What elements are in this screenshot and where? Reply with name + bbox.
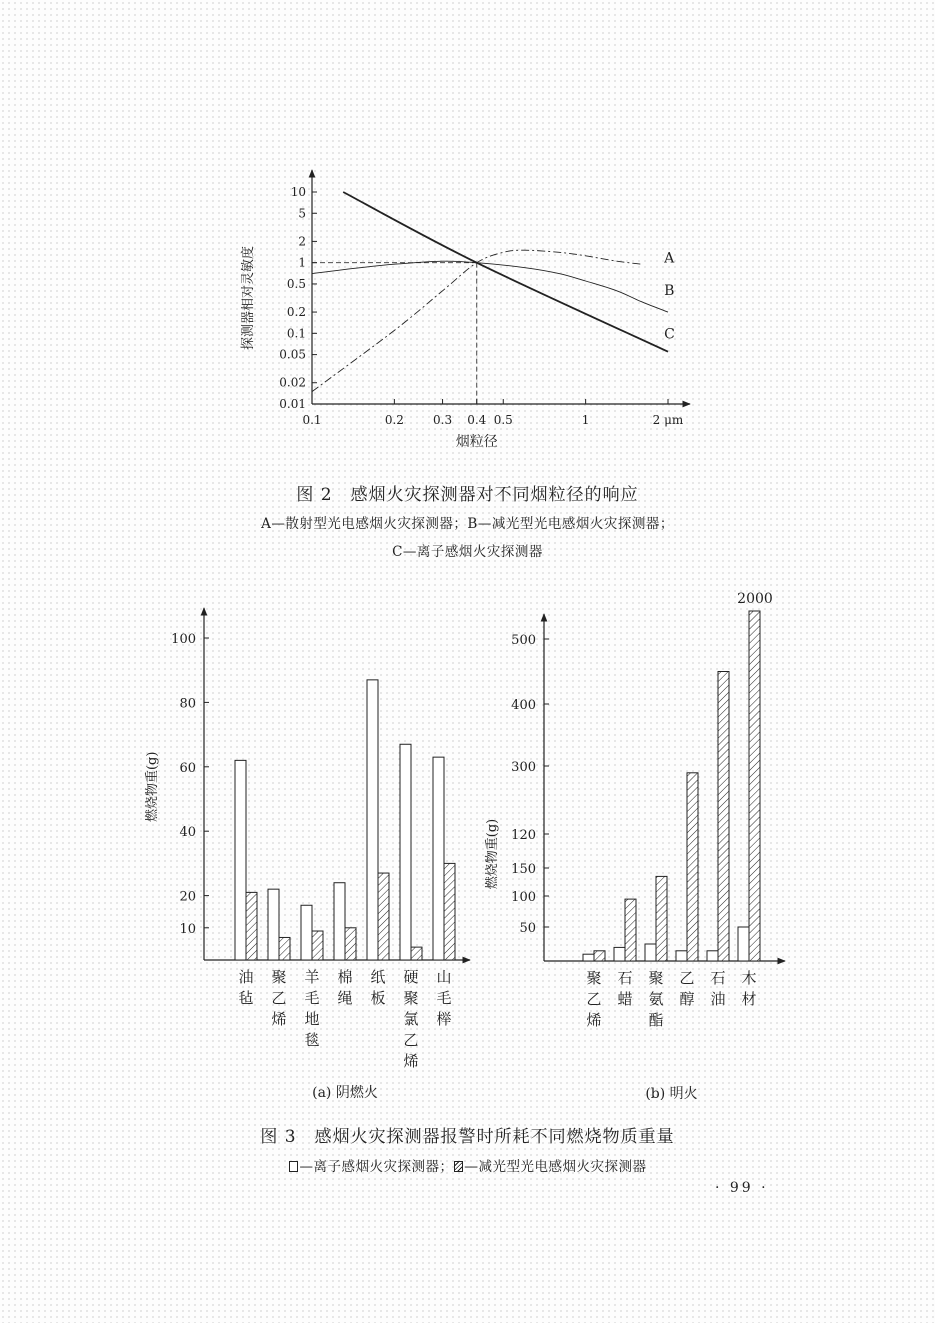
fig3b-bar-hatched [656,876,667,961]
fig3a-bar-open [334,883,345,960]
fig2-y-tick-label: 0.2 [286,305,306,320]
fig3a-bar-hatched [312,931,323,960]
fig2-legend-line1: A—散射型光电感烟火灾探测器；B—减光型光电感烟火灾探测器； [261,516,674,532]
fig2-x-tick-label: 0.2 [384,413,404,427]
fig3a-chart [140,600,485,1100]
fig3b-y-tick-label: 150 [511,862,536,877]
fig2-x-tick-label: 0.1 [302,413,322,427]
fig3-legend-light: —减光型光电感烟火灾探测器 [464,1159,647,1175]
fig2-y-tick-label: 2 [298,234,306,249]
fig2-series-label-B: B [664,282,675,299]
fig3a-bar-hatched [378,873,389,960]
fig3b-bar-hatched [625,899,636,961]
fig3b-y-tick-label: 500 [511,633,536,648]
fig2-y-tick-label: 0.02 [279,375,306,390]
fig2-y-tick-label: 10 [290,185,306,199]
fig3b-subtitle: (b) 明火 [645,1086,698,1100]
fig2-y-tick-label: 0.5 [286,276,306,291]
fig2-y-tick-label: 0.01 [279,397,306,411]
fig2-x-tick-label: 2 μm [652,413,684,427]
fig3a-subtitle: (a) 阴燃火 [312,1085,378,1100]
legend-open-box-icon [289,1161,298,1172]
fig2-legend-line2: C—离子感烟火灾探测器 [392,544,543,560]
fig3b-category-label: 聚氨酯 [648,969,664,1029]
fig2-x-tick-label: 0.3 [433,413,453,427]
fig3b-category-label: 聚乙烯 [586,969,602,1029]
fig2-caption: 图 2 感烟火灾探测器对不同烟粒径的响应 [296,485,639,505]
fig3a-bar-open [400,744,411,960]
fig3b-y-tick-label: 400 [511,698,536,713]
fig3a-y-label: 燃烧物重(g) [145,751,160,823]
fig2-chart [230,160,710,460]
fig3b-bar-open [614,947,625,961]
fig3b-chart [480,580,800,1100]
fig3a-bar-hatched [411,947,422,960]
fig2-y-tick-label: 0.1 [286,326,306,341]
fig2-x-label: 烟粒径 [455,434,498,450]
fig2-x-tick-label: 1 [581,413,590,427]
fig3a-category-label: 油毡 [238,968,254,1007]
fig2-x-tick-label: 0.5 [493,413,513,427]
fig3a-bar-open [301,905,312,960]
fig3a-y-tick-label: 40 [179,825,196,841]
fig3b-bar-hatched [749,611,760,961]
fig3a-bar-hatched [444,863,455,960]
fig3a-category-label: 羊毛地毯 [304,968,320,1049]
fig3b-y-tick-label: 50 [519,921,536,936]
fig3a-category-label: 山毛榉 [436,968,452,1028]
fig2-series-C [343,192,668,352]
fig3-legend [0,1155,935,1175]
fig3b-bar-open [676,951,687,961]
fig3b-bar-open [583,954,594,961]
fig3a-bar-hatched [345,928,356,960]
fig3a-bar-hatched [246,892,257,960]
fig3-caption: 图 3 感烟火灾探测器报警时所耗不同燃烧物质重量 [260,1127,675,1147]
fig2-y-label: 探测器相对灵敏度 [241,245,256,351]
fig2-series-label-A: A [664,250,675,267]
fig2-y-tick-label: 0.05 [279,347,306,362]
fig3a-category-label: 纸板 [370,968,386,1007]
fig3b-bar-hatched [594,951,605,961]
fig3a-y-tick-label: 20 [179,889,196,905]
fig3b-bar-open [738,927,749,961]
fig3b-category-label: 石油 [710,969,726,1008]
page-number: · 99 · [715,1180,769,1196]
fig3b-y-tick-label: 120 [511,828,536,843]
legend-hatched-box-icon [454,1161,463,1172]
fig3b-y-tick-label: 300 [511,760,536,775]
fig3a-category-label: 硬聚氯乙烯 [403,968,419,1070]
fig3a-category-label: 棉绳 [337,968,353,1007]
fig3b-bar-hatched [687,773,698,961]
fig3a-bar-open [433,757,444,960]
fig3a-y-tick-label: 80 [179,696,196,712]
fig2-y-tick-label: 1 [298,255,306,270]
fig3b-bar-open [707,951,718,961]
fig3a-bar-open [367,680,378,960]
fig2-y-tick-label: 5 [298,206,306,221]
fig3a-category-label: 聚乙烯 [271,968,287,1028]
fig3b-category-label: 石蜡 [617,969,633,1008]
fig3b-top-annotation: 2000 [737,591,773,607]
fig3b-y-label: 燃烧物重(g) [485,818,500,890]
fig3b-category-label: 乙醇 [679,969,695,1008]
fig3b-bar-open [645,944,656,961]
fig3a-y-tick-label: 10 [179,921,196,937]
fig3b-category-label: 木材 [741,969,757,1008]
fig3a-bar-hatched [279,937,290,960]
fig3b-y-tick-label: 100 [511,890,536,905]
fig3a-bar-open [268,889,279,960]
fig3a-bar-open [235,760,246,960]
fig3-legend-ion: —离子感烟火灾探测器； [299,1159,454,1175]
fig2-x-tick-label: 0.4 [467,413,487,427]
fig2-series-label-C: C [664,326,675,343]
fig3a-y-tick-label: 60 [179,760,196,776]
fig3b-bar-hatched [718,672,729,962]
fig3a-y-tick-label: 100 [171,632,196,647]
